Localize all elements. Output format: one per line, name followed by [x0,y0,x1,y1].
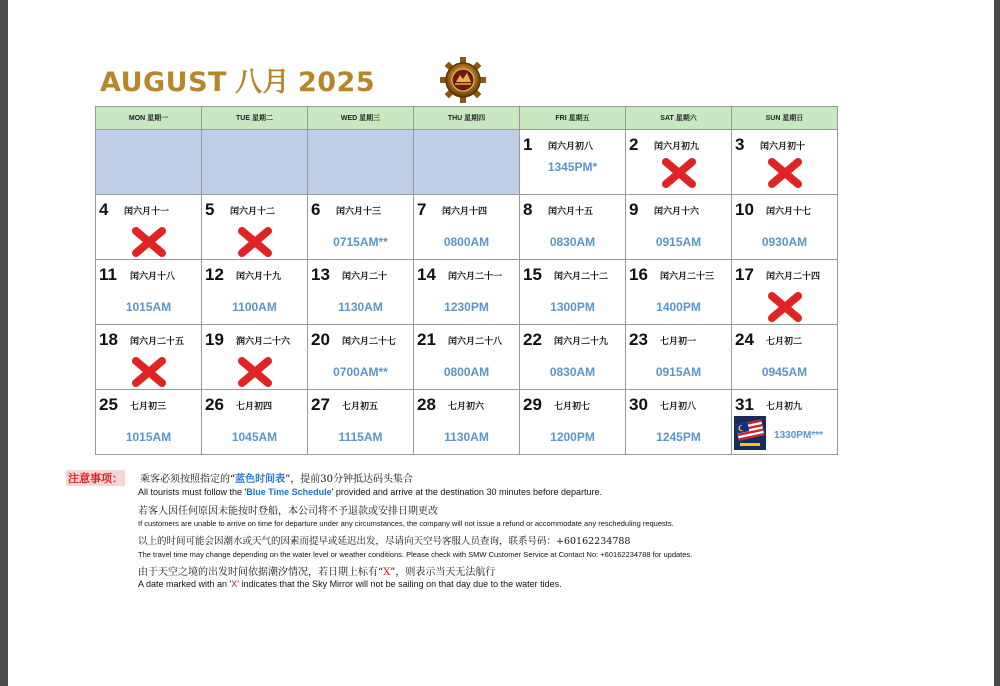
lunar-date: 闰六月二十五 [130,336,185,346]
day-number: 17 [735,265,754,284]
empty-day-cell [96,130,202,195]
departure-time: 1230PM [444,300,489,314]
note-line-en-3: The travel time may change depending on the water level or weather conditions. Please check with SMW Customer Service at Contact No: +60162234788 for updates. [138,550,693,559]
day-number: 27 [311,395,330,414]
lunar-date: 七月初六 [448,401,485,411]
day-cell [520,260,626,325]
lunar-date: 闰六月十四 [442,206,488,216]
weekday-header-row [96,107,838,130]
day-cell [626,260,732,325]
day-number: 7 [417,200,427,219]
no-sailing-x-icon [237,227,273,257]
lunar-date: 闰六月十三 [336,206,382,216]
weekday-mon: MON 星期一 [96,107,202,130]
day-cell [96,260,202,325]
lunar-date: 七月初八 [660,401,697,411]
note-line-en-2: If customers are unable to arrive on time for departure under any circumstances, the company will not issue a refund or accommodate any rescheduling requests. [138,519,674,528]
lunar-date: 闰六月二十二 [554,271,609,281]
note-line-cn-4: 由于天空之境的出发时间依据潮汐情况，若日期上标有“X”，则表示当天无法航行 [138,567,496,578]
day-cell [308,195,414,260]
departure-time: 1045AM [231,430,278,444]
lunar-date: 闰六月二十九 [554,336,609,346]
note-line-cn-3: 以上的时间可能会因潮水或天气的因素而提早或延迟出发，尽请向天空号客服人员查询，联系号码：+60162234788 [138,536,631,547]
week-row [96,390,838,455]
day-cell [308,325,414,390]
day-number: 29 [523,395,542,414]
day-number: 5 [205,200,215,219]
day-number: 20 [311,330,330,349]
day-number: 25 [99,395,118,414]
day-cell [96,390,202,455]
lunar-date: 闰六月二十八 [448,336,503,346]
lunar-date: 闰六月十一 [124,206,170,216]
day-cell [202,195,308,260]
lunar-date: 七月初七 [554,401,591,411]
day-number: 1 [523,135,533,154]
day-number: 8 [523,200,533,219]
departure-time: 1330PM*** [774,430,823,441]
day-cell [732,260,838,325]
day-cell [732,325,838,390]
lunar-date: 闰六月二十四 [766,271,821,281]
note-line-cn-2: 若客人因任何原因未能按时登船，本公司将不予退款或安排日期更改 [138,506,438,517]
no-sailing-x-icon [661,158,697,188]
day-cell [520,390,626,455]
day-cell [520,325,626,390]
year: 2025 [297,67,376,98]
note-line-en-4: A date marked with an 'X' indicates that the Sky Mirror will not be sailing on that day due to the water tides. [138,579,562,589]
departure-time: 0800AM [443,365,490,379]
day-cell [414,390,520,455]
departure-time: 1130AM [444,430,489,444]
day-cell [626,130,732,195]
day-number: 31 [735,395,754,414]
departure-time: 1015AM [125,430,172,444]
no-sailing-x-icon [131,227,167,257]
no-sailing-x-icon [131,357,167,387]
day-number: 22 [523,330,542,349]
departure-time: 1345PM* [547,160,598,174]
lunar-date: 润六月二十六 [236,336,291,346]
note-line-en-1: All tourists must follow the 'Blue Time Schedule' provided and arrive at the destination 30 minutes before departure. [138,487,603,497]
departure-time: 0830AM [549,365,596,379]
lunar-date: 七月初九 [766,401,803,411]
lunar-date: 七月初三 [130,401,167,411]
day-cell [308,390,414,455]
note-line-cn-1: 乘客必须按照指定的“蓝色时间表”，提前30分钟抵达码头集合 [140,474,413,485]
day-number: 12 [205,265,224,284]
departure-time: 0915AM [655,365,702,379]
month-cn: 八月 [234,67,290,98]
lunar-date: 闰六月十七 [766,206,812,216]
departure-time: 0945AM [761,365,808,379]
no-sailing-x-icon [767,158,803,188]
departure-time: 0715AM** [333,235,388,249]
departure-time: 0700AM** [333,365,388,379]
day-cell [202,260,308,325]
day-number: 2 [629,135,639,154]
month-en: AUGUST [100,67,227,98]
departure-time: 1100AM [232,300,277,314]
day-number: 6 [311,200,321,219]
weekday-sun: SUN 星期日 [732,107,838,130]
lunar-date: 闰六月十二 [230,206,276,216]
departure-time: 1015AM [125,300,172,314]
departure-time: 1200PM [550,430,595,444]
day-number: 15 [523,265,542,284]
empty-day-cell [202,130,308,195]
day-number: 11 [99,265,117,284]
calendar-grid [95,106,838,455]
company-logo-icon [438,56,488,104]
departure-time: 1400PM [656,300,701,314]
lunar-date: 闰六月十六 [654,206,700,216]
day-number: 4 [99,200,109,219]
lunar-date: 闰六月初十 [760,141,806,151]
day-cell [96,325,202,390]
day-cell [202,390,308,455]
notes-tag: 注意事项： [66,470,125,486]
day-cell [626,195,732,260]
lunar-date: 闰六月十五 [548,206,594,216]
lunar-date: 闰六月二十三 [660,271,715,281]
day-cell [414,260,520,325]
day-number: 28 [417,395,436,414]
departure-time: 1130AM [338,300,383,314]
day-cell [626,390,732,455]
calendar-title [100,60,383,99]
lunar-date: 七月初二 [766,336,803,346]
weekday-tue: TUE 星期二 [202,107,308,130]
day-number: 13 [311,265,330,284]
day-number: 16 [629,265,648,284]
day-number: 9 [629,200,639,219]
departure-time: 0800AM [443,235,490,249]
departure-time: 0930AM [761,235,808,249]
day-number: 10 [735,200,754,219]
day-cell [308,260,414,325]
day-number: 3 [735,135,745,154]
day-cell [732,390,838,455]
day-cell [732,130,838,195]
week-row [96,260,838,325]
day-number: 24 [735,330,754,349]
day-number: 19 [205,330,224,349]
lunar-date: 闰六月二十 [342,271,388,281]
week-row [96,130,838,195]
departure-time: 1300PM [550,300,595,314]
weekday-sat: SAT 星期六 [626,107,732,130]
lunar-date: 七月初五 [342,401,379,411]
weekday-thu: THU 星期四 [414,107,520,130]
lunar-date: 闰六月十九 [236,271,282,281]
lunar-date: 闰六月十八 [130,271,176,281]
day-cell [202,325,308,390]
day-number: 14 [417,265,436,284]
day-cell [520,130,626,195]
week-row [96,325,838,390]
day-cell [96,195,202,260]
weekday-fri: FRI 星期五 [520,107,626,130]
lunar-date: 七月初一 [660,336,697,346]
day-number: 18 [99,330,118,349]
schedule-page [8,0,994,686]
day-cell [732,195,838,260]
departure-time: 1115AM [338,430,383,444]
departure-time: 0915AM [655,235,702,249]
weekday-wed: WED 星期三 [308,107,414,130]
lunar-date: 闰六月初九 [654,141,700,151]
no-sailing-x-icon [767,292,803,322]
day-cell [626,325,732,390]
lunar-date: 七月初四 [236,401,273,411]
day-cell [414,325,520,390]
departure-time: 0830AM [549,235,596,249]
empty-day-cell [308,130,414,195]
no-sailing-x-icon [237,357,273,387]
day-number: 30 [629,395,648,414]
calendar-body [96,130,838,455]
day-number: 21 [417,330,436,349]
day-cell [520,195,626,260]
lunar-date: 闰六月二十一 [448,271,503,281]
lunar-date: 闰六月二十七 [342,336,397,346]
lunar-date: 闰六月初八 [548,141,594,151]
empty-day-cell [414,130,520,195]
departure-time: 1245PM [656,430,701,444]
day-number: 23 [629,330,648,349]
day-number: 26 [205,395,224,414]
week-row [96,195,838,260]
day-cell [414,195,520,260]
